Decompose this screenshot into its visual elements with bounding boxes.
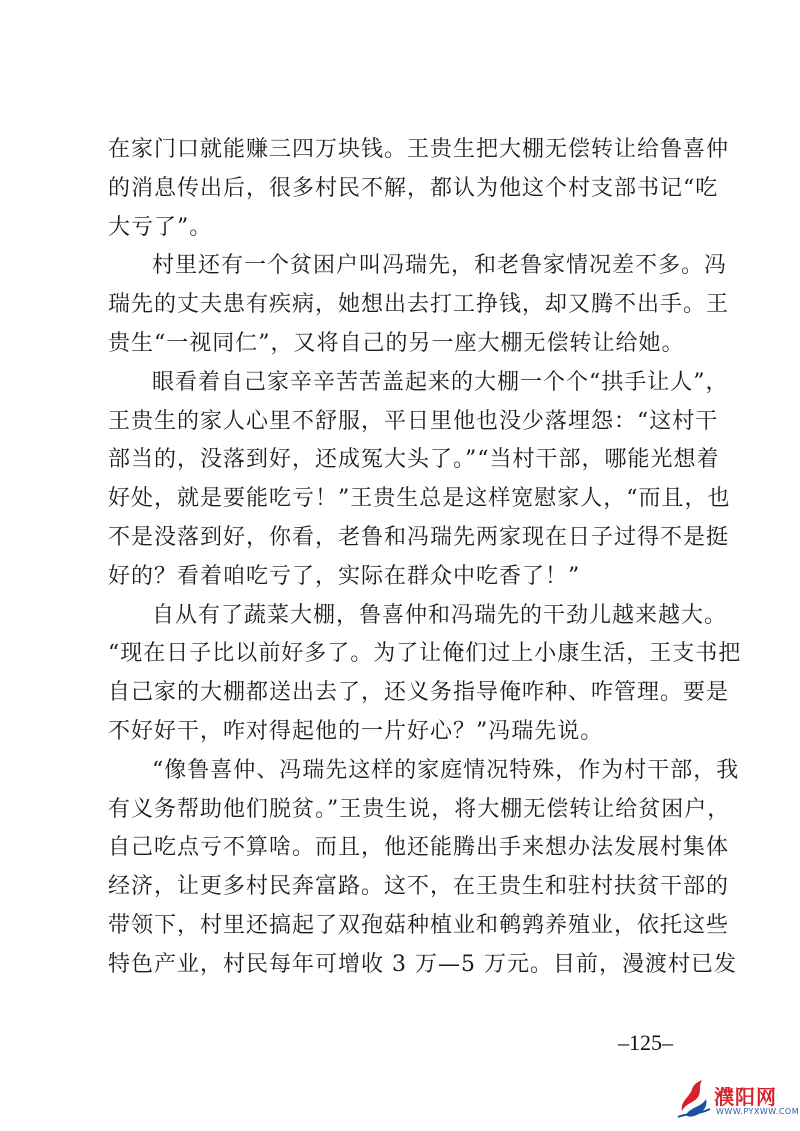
text-line: 经济，让更多村民奔富路。这不，在王贵生和驻村扶贫干部的 bbox=[108, 874, 730, 900]
text-line: 好处，就是要能吃亏！”王贵生总是这样宽慰家人，“而且，也 bbox=[108, 486, 731, 512]
article-body bbox=[108, 131, 742, 985]
text-line: 部当的，没落到好，还成冤大头了。”“当村干部，哪能光想着 bbox=[108, 447, 720, 473]
text-line: 不好好干，咋对得起他的一片好心？”冯瑞先说。 bbox=[108, 718, 604, 744]
text-line: 有义务帮助他们脱贫。”王贵生说，将大棚无偿转让给贫困户， bbox=[108, 796, 731, 822]
text-line: 大亏了”。 bbox=[108, 214, 213, 240]
page-number: –125– bbox=[618, 1030, 673, 1055]
text-line: 村里还有一个贫困户叫冯瑞先，和老鲁家情况差不多。冯 bbox=[152, 253, 728, 279]
text-line: 瑞先的丈夫患有疾病，她想出去打工挣钱，却又腾不出手。王 bbox=[108, 292, 730, 318]
site-watermark bbox=[676, 1079, 800, 1119]
text-line: “现在日子比以前好多了。为了让俺们过上小康生活，王支书把 bbox=[108, 641, 742, 667]
text-line: 特色产业，村民每年可增收 3 万—5 万元。目前，漫渡村已发 bbox=[108, 951, 737, 977]
watermark-title: 濮阳网 bbox=[714, 1085, 777, 1109]
watermark-url: WWW.PYXWW.COM bbox=[716, 1107, 800, 1116]
text-line: 贵生“一视同仁”，又将自己的另一座大棚无偿转让给她。 bbox=[108, 330, 685, 356]
text-line: 自己家的大棚都送出去了，还义务指导俺咋种、咋管理。要是 bbox=[108, 680, 730, 706]
text-line: 好的？看着咱吃亏了，实际在群众中吃香了！” bbox=[108, 563, 581, 589]
text-line: 自从有了蔬菜大棚，鲁喜仲和冯瑞先的干劲儿越来越大。 bbox=[152, 602, 728, 628]
text-line: 不是没落到好，你看，老鲁和冯瑞先两家现在日子过得不是挺 bbox=[108, 524, 730, 550]
text-line: 自己吃点亏不算啥。而且，他还能腾出手来想办法发展村集体 bbox=[108, 835, 730, 861]
text-line: “像鲁喜仲、冯瑞先这样的家庭情况特殊，作为村干部，我 bbox=[152, 757, 740, 783]
text-line: 王贵生的家人心里不舒服，平日里他也没少落埋怨：“这村干 bbox=[108, 408, 719, 434]
text-line: 眼看着自己家辛辛苦苦盖起来的大棚一个个“拱手让人”， bbox=[152, 369, 729, 395]
text-line: 在家门口就能赚三四万块钱。王贵生把大棚无偿转让给鲁喜仲 bbox=[108, 137, 730, 162]
flame-logo-icon bbox=[676, 1079, 712, 1119]
text-line: 的消息传出后，很多村民不解，都认为他这个村支部书记“吃 bbox=[108, 175, 719, 201]
text-line: 带领下，村里还搞起了双孢菇种植业和鹌鹑养殖业，依托这些 bbox=[108, 912, 730, 938]
